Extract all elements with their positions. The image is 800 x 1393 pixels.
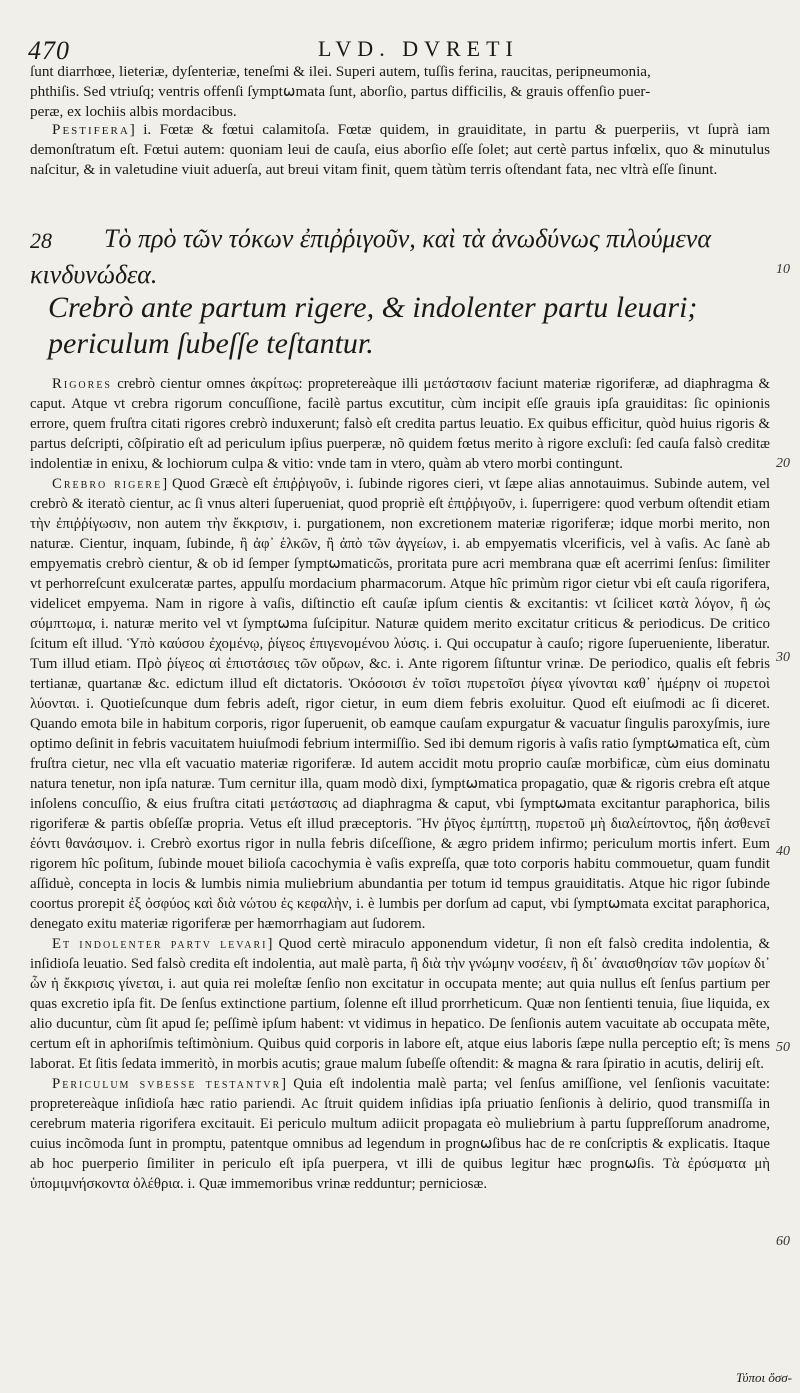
- line-number-30: 30: [776, 650, 790, 665]
- pestifera-paragraph: [30, 120, 770, 180]
- paragraph-lemma: Periculum svbesse testantvr: [52, 1076, 282, 1092]
- page-number: 470: [28, 36, 70, 65]
- paragraph-lemma: Rigores: [52, 376, 112, 392]
- commentary-paragraph: [30, 934, 770, 1074]
- paragraph-text: crebrò cientur omnes ἀκρίτως: propretereàque illi μετάστασιν faciunt materiæ rigoriferæ, ad diaphragma & caput. Atque vt crebra rigorum concuſſione, facilè partus excutitur, cùm incipit eſſe grauis ipſa grauiditas: ſic opinionis errore, quem fruſtra citati rigores crebrò induxerunt; falsò eſt credita partus leuatio. Ex quibus efficitur, quòd huius rigoris & partus deſcripti, cõſpiratio eſt ad periculum ipſius puerperæ, nõ quidem fœtus merito à rigore excluſi: ſed cauſa falsò creditæ indolentiæ in enixu, & lochiorum culpa & vitio: vnde tam in vtero, quàm ab vtero morbi contingunt.: [30, 376, 770, 472]
- line-number-10: 10: [776, 262, 790, 277]
- top-line-3: peræ, ex lochiis albis mordacibus.: [30, 103, 237, 120]
- commentary-paragraph: [30, 374, 770, 474]
- paragraph-text: ] Quia eſt indolentia malè parta; vel ſenſus amiſſione, vel ſenſionis vacuitate: propretereàque inſidioſa hæc ratio pariendi. Ac ſtruit quidem inſidias ipſa priuatio ſenſionis à delirio, quod transmiſſa in cerebrum materia rigorifera excitauit. Ei periculo multum adiicit propagata eò muliebrium à partu ſuppreſſorum anadrome, cuius incõmoda ſunt in promptu, patentque omnibus ad legendum in progn⍵ſibus hac de re conſcriptis & explicatis. Itaque ab hoc puerperio ſimiliter in periculo eſt ipſa puerpera, vt illi de quibus legitur hæc progn⍵ſis. Τὰ ἐρύσματα μὴ ὑπομιμνήσκοντα ὀλέθρια. i. Quæ immemoribus vrinæ redduntur; perniciosæ.: [30, 1076, 770, 1192]
- running-title: LVD. DVRETI: [318, 36, 519, 61]
- catchword: Τύποι ὅσσ-: [736, 1370, 793, 1385]
- commentary-paragraph: [30, 474, 770, 934]
- paragraph-lemma: Et indolenter partv levari: [52, 936, 268, 952]
- aphorism-greek-line-1: Τὸ πρὸ τῶν τόκων ἐπιῤῥιγοῦν, καὶ τὰ ἀνωδύνως πιλούμενα: [104, 224, 711, 253]
- line-number-40: 40: [776, 844, 790, 859]
- aphorism-number: 28: [30, 228, 52, 253]
- page-header: [28, 26, 768, 66]
- aphorism-latin: Crebrò ante partum rigere, & indolenter partu leuari; periculum ſubeſſe teſtantur.: [48, 291, 698, 360]
- line-number-50: 50: [776, 1040, 790, 1055]
- line-number-20: 20: [776, 456, 790, 471]
- line-number-60: 60: [776, 1234, 790, 1249]
- pestifera-text: ] i. Fœtæ & fœtui calamitoſa. Fœtæ quidem, in grauiditate, in partu & puerperiis, vt ſuprà iam demonſtratum eſt. Fœtui autem: quoniam leui de cauſa, eius aborſio eſſe ſolet; aut certè partus infœlix, quo & minutulus naſcitur, & in valetudine viuit aduerſa, aut breui vitam finit, quem tàtùm terris oſtendant fata, nec vltrà eſſe ſinunt.: [30, 121, 770, 178]
- top-paragraph: [30, 62, 770, 122]
- paragraph-lemma: Crebro rigere: [52, 476, 163, 492]
- aphorism-greek-line-2: κινδυνώδεα.: [30, 260, 158, 289]
- paragraph-text: ] Quod Græcè eſt ἐπιῤῥιγοῦν, i. ſubinde rigores cieri, vt ſæpe alias annotauimus. Subinde autem, vel crebrò & iteratò cientur, ac ſi vnus alteri ſuperueniat, quod propriè eſt ἐπιῤῥιγοῦν, i. ſuperrigere: quod verbum oſtendit etiam τὴν ἐπιῤῥίγωσιν, non autem τὴν ἔκκρισιν, i. purgationem, non excretionem materiæ rigoriferæ; idque morbi merito, non naturæ. Cientur, inquam, ſubinde, ἢ ἀφ᾽ ἑλκῶν, ἢ ἀπὸ τῶν ἀγγείων, i. ab empyematis vlcerificis, vel à vaſis. Ac ſanè ab empyematis crebrò cientur, & ob id ſemper ſympt⍵maticῶs, proritata pure acri membrana quæ eſt acerrimi ſenſus: ſimiliter vt perhorreſcunt exulceratæ partes, appulſu mordacium pharmacorum. Atque hîc primùm rigor cietur vbi eſt cauſa rigorifera, videlicet empyema. Nam in rigore à vaſis, diſtinctio eſt cauſæ ipſum cientis & excitantis: vt ſcilicet κατὰ λόγον, ἢ ὡς σύμπτωμα, i. naturæ merito vel vt ſympt⍵ma ſuſcipitur. Naturæ quidem merito excitatur criticus & periodicus. De critico ſcitum eſt illud. Ὑπὸ καύσου ἐχομένῳ, ῥίγεος ἐπιγενομένου λύσις. i. Qui occupatur à cauſo; rigore ſuperueniente, liberatur. Tum illud etiam. Πρὸ ῥίγεος αἱ ἐπιστάσιες τῶν οὔρων, &c. i. Ante rigorem ſiſtuntur vrinæ. De periodico, qualis eſt febris tertianæ, quartanæ &c. edictum illud eſt dictatoris. Ὁκόσοισι ἐν τοῖσι πυρετοῖσι ῥίγεα γίνονται καθ᾽ ἡμέρην οἱ πυρετοὶ λύονται. i. Quotieſcunque dum febris adeſt, rigor cietur, in eum diem febris exoluitur. Quod eſt eiuſmodi ac ſi diceret. Quando emota bile in habitum corporis, rigor ſuperuenit, ob eamque cauſam expurgatur & vacuatur ſingulis paroxyſmis, iure optimo deſinit in febris vacuitatem huiuſmodi febrium intermiſſio. Sed ibi demum rigoris à vaſis ratio ſympt⍵matica eſt, cùm fruſtra cietur, nec vlla eſt vacuatio materiæ rigoriferæ. Id autem accidit motu proprio cauſæ morbificæ, cùm eius dominatu natura tenetur, non ipſa naturæ. Tum cernitur illa, quam modò dixi, ſympt⍵matica propagatio, quæ & rigoris crebra eſt atque inſolens concuſſio, & eius fruſtra citati μετάστασις ad diaphragma & caput, vbi ſympt⍵mata excitantur paraphorica, bilis rigoriferæ & partis obſeſſæ propria. Vetus eſt illud præceptoris. Ἢν ῥῖγος ἐμπίπτῃ, πυρετοῦ μὴ διαλείποντος, ἤδη ἀσθενεῖ ἐόντι θανάσιμον. i. Crebrò exortus rigor in nulla febris diſceſſione, & ægro pridem infirmo; periculum mortis infert. Eum rigorem hîc poſitum, ſubinde mouet bilioſa cacochymia è vaſis expreſſa, quæ toto corporis habitu commouetur, quam fundit aſſiduè, concepta in locis & lumbis nimia muliebrium abundantia per totum id tempus grauiditatis. Atque hic rigor ſubinde coortus prorepit ἐξ ὀσφύος καὶ διὰ νώτου ἐς κεφαλὴν, i. è lumbis per dorſum ad caput, vbi ſympt⍵mata excitat paraphorica, denegato exitu materiæ rigoriferæ per hæmorrhagiam aut ſudorem.: [30, 476, 770, 932]
- top-line-2: phthiſis. Sed vtriuſq; ventris offenſi ſympt⍵mata ſunt, aborſio, partus difficilis, & grauis offenſio puer-: [30, 83, 651, 100]
- top-line-1: ſunt diarrhœe, lieteriæ, dyſenteriæ, teneſmi & ilei. Superi autem, tuſſis ferina, raucitas, peripneumonia,: [30, 63, 651, 80]
- paragraph-text: ] Quod certè miraculo apponendum videtur, ſi non eſt falsò credita indolentia, & inſidioſa leuatio. Sed falsò credita eſt indolentia, aut malè parta, ἢ διὰ τὴν γνώμην νοσέειν, ἢ δι᾽ ἀναισθησίαν τῶν μορίων δι᾽ ὧν ἡ ἔκκρισις γίνεται, i. aut quia rei moleſtæ ſenſio non excitatur in occupata mente; aut quia nullus eſt ſenſus partium per quas excretio ipſa fit. De ſenſus extinctione partium, ſolenne eſt illud prorrheticum. Quæ non ſentienti tenuia, ſiue liquida, ex alio ducuntur, cùm ſit apud ſe; peſſimè ipſum habent: vt vidimus in hepatico. De ſenſionis autem vacuitate ab occupata mẽte, certum eſt in aphoriſmis teſtimònium. Quibus quid corporis in labore eſt, atque eius laboris ſæpe nulla perceptio eſt; ĩs mens laborat. Et ſitis ſedata immeritò, in morbis acutis; graue malum ſubeſſe oſtendit: & magna & rara ſpiratio in acutis, delirij eſt.: [30, 936, 771, 1072]
- commentary: [30, 374, 770, 1194]
- commentary-paragraph: [30, 1074, 770, 1194]
- pestifera-lemma: Pestifera: [52, 121, 130, 138]
